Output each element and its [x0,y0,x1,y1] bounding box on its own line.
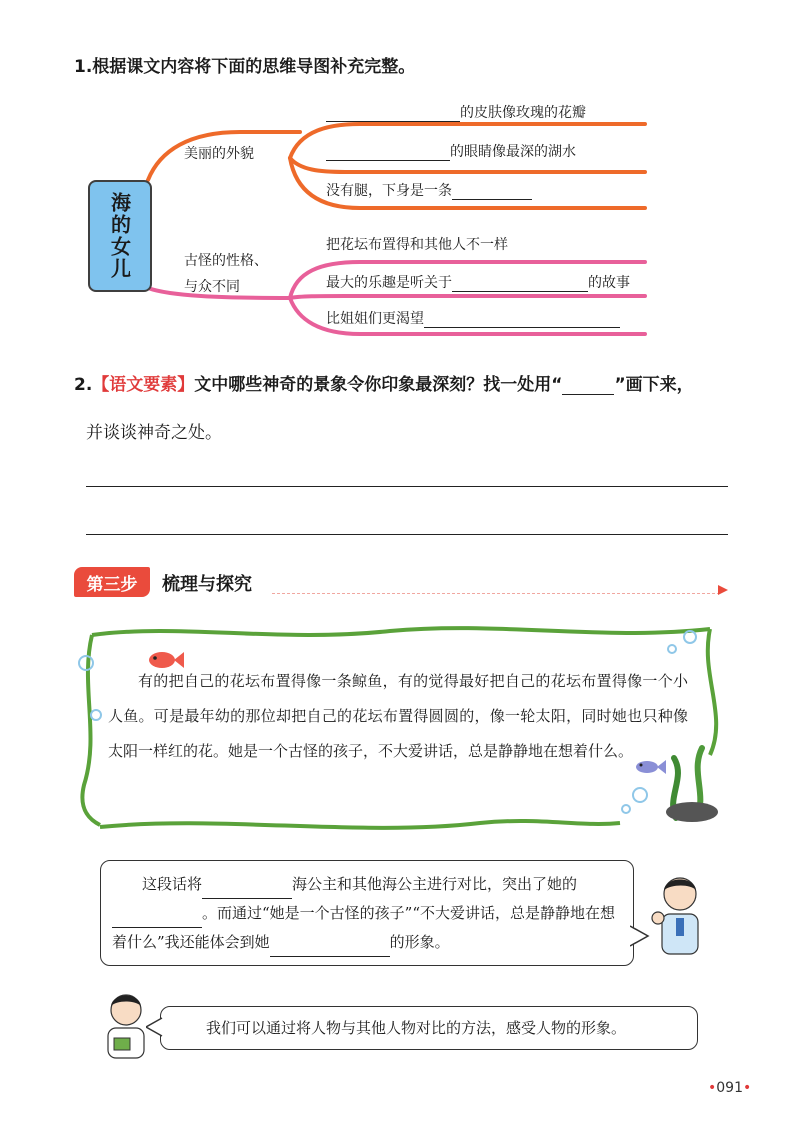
mind-map-item: 比姐姐们更渴望 [326,308,620,328]
branch-label-appearance: 美丽的外貌 [184,146,254,162]
underline-sample [562,378,614,395]
fill-blank[interactable] [270,940,390,957]
fill-blank[interactable] [452,275,588,292]
question-2-title: 2.【语文要素】文中哪些神奇的景象令你印象最深刻？找一处用“ ”画下来， [74,375,694,395]
mind-map-item: 没有腿，下身是一条 [326,180,532,200]
mind-map-item: 把花坛布置得和其他人不一样 [326,237,508,253]
answer-line[interactable] [86,486,728,487]
fill-blank[interactable] [326,144,450,161]
fill-blank[interactable] [424,311,620,328]
page-number: •091• [708,1080,752,1096]
fill-blank[interactable] [326,105,460,122]
question-number: 1. [74,57,93,77]
section-divider [272,593,720,594]
fill-blank[interactable] [452,183,532,200]
mind-map-item: 的皮肤像玫瑰的花瓣 [326,102,586,122]
mind-map-item: 最大的乐趣是听关于 的故事 [326,275,630,291]
speech-tail [146,1016,164,1038]
boy-avatar [650,872,710,958]
section-badge: 第三步 [74,567,150,597]
tag-label: 【语文要素】 [92,375,195,395]
branch-label-personality-1: 古怪的性格、 [184,253,268,269]
mind-map-root [88,180,152,292]
speech-tail [630,924,650,948]
analysis-text: 这段话将 海公主和其他海公主进行对比，突出了她的。而通过“她是一个古怪的孩子”“不大爱讲话，总是静静地在想着什么”我还能体会到她 的形象。 [112,870,622,957]
fill-blank[interactable] [202,882,292,899]
passage-text: 有的把自己的花坛布置得像一条鲸鱼，有的觉得最好把自己的花坛布置得像一个小人鱼。可是最年幼的那位却把自己的花坛布置得圆圆的，像一轮太阳，同时她也只种像太阳一样红的花。她是一个古怪的孩子，不大爱讲话，总是静静地在想着什么。 [108,672,688,760]
question-2-line2: 并谈谈神奇之处。 [86,423,222,443]
mind-map-item: 的眼睛像最深的湖水 [326,141,576,161]
answer-line[interactable] [86,534,728,535]
tip-text: 我们可以通过将人物与其他人物对比的方法，感受人物的形象。 [206,1019,627,1037]
branch-label-personality-2: 与众不同 [184,279,240,295]
root-label: 海的女儿 [107,192,132,280]
triangle-icon [718,585,730,597]
question-text: 根据课文内容将下面的思维导图补充完整。 [92,57,416,77]
fill-blank[interactable] [112,911,202,928]
section-title: 梳理与探究 [162,574,252,595]
